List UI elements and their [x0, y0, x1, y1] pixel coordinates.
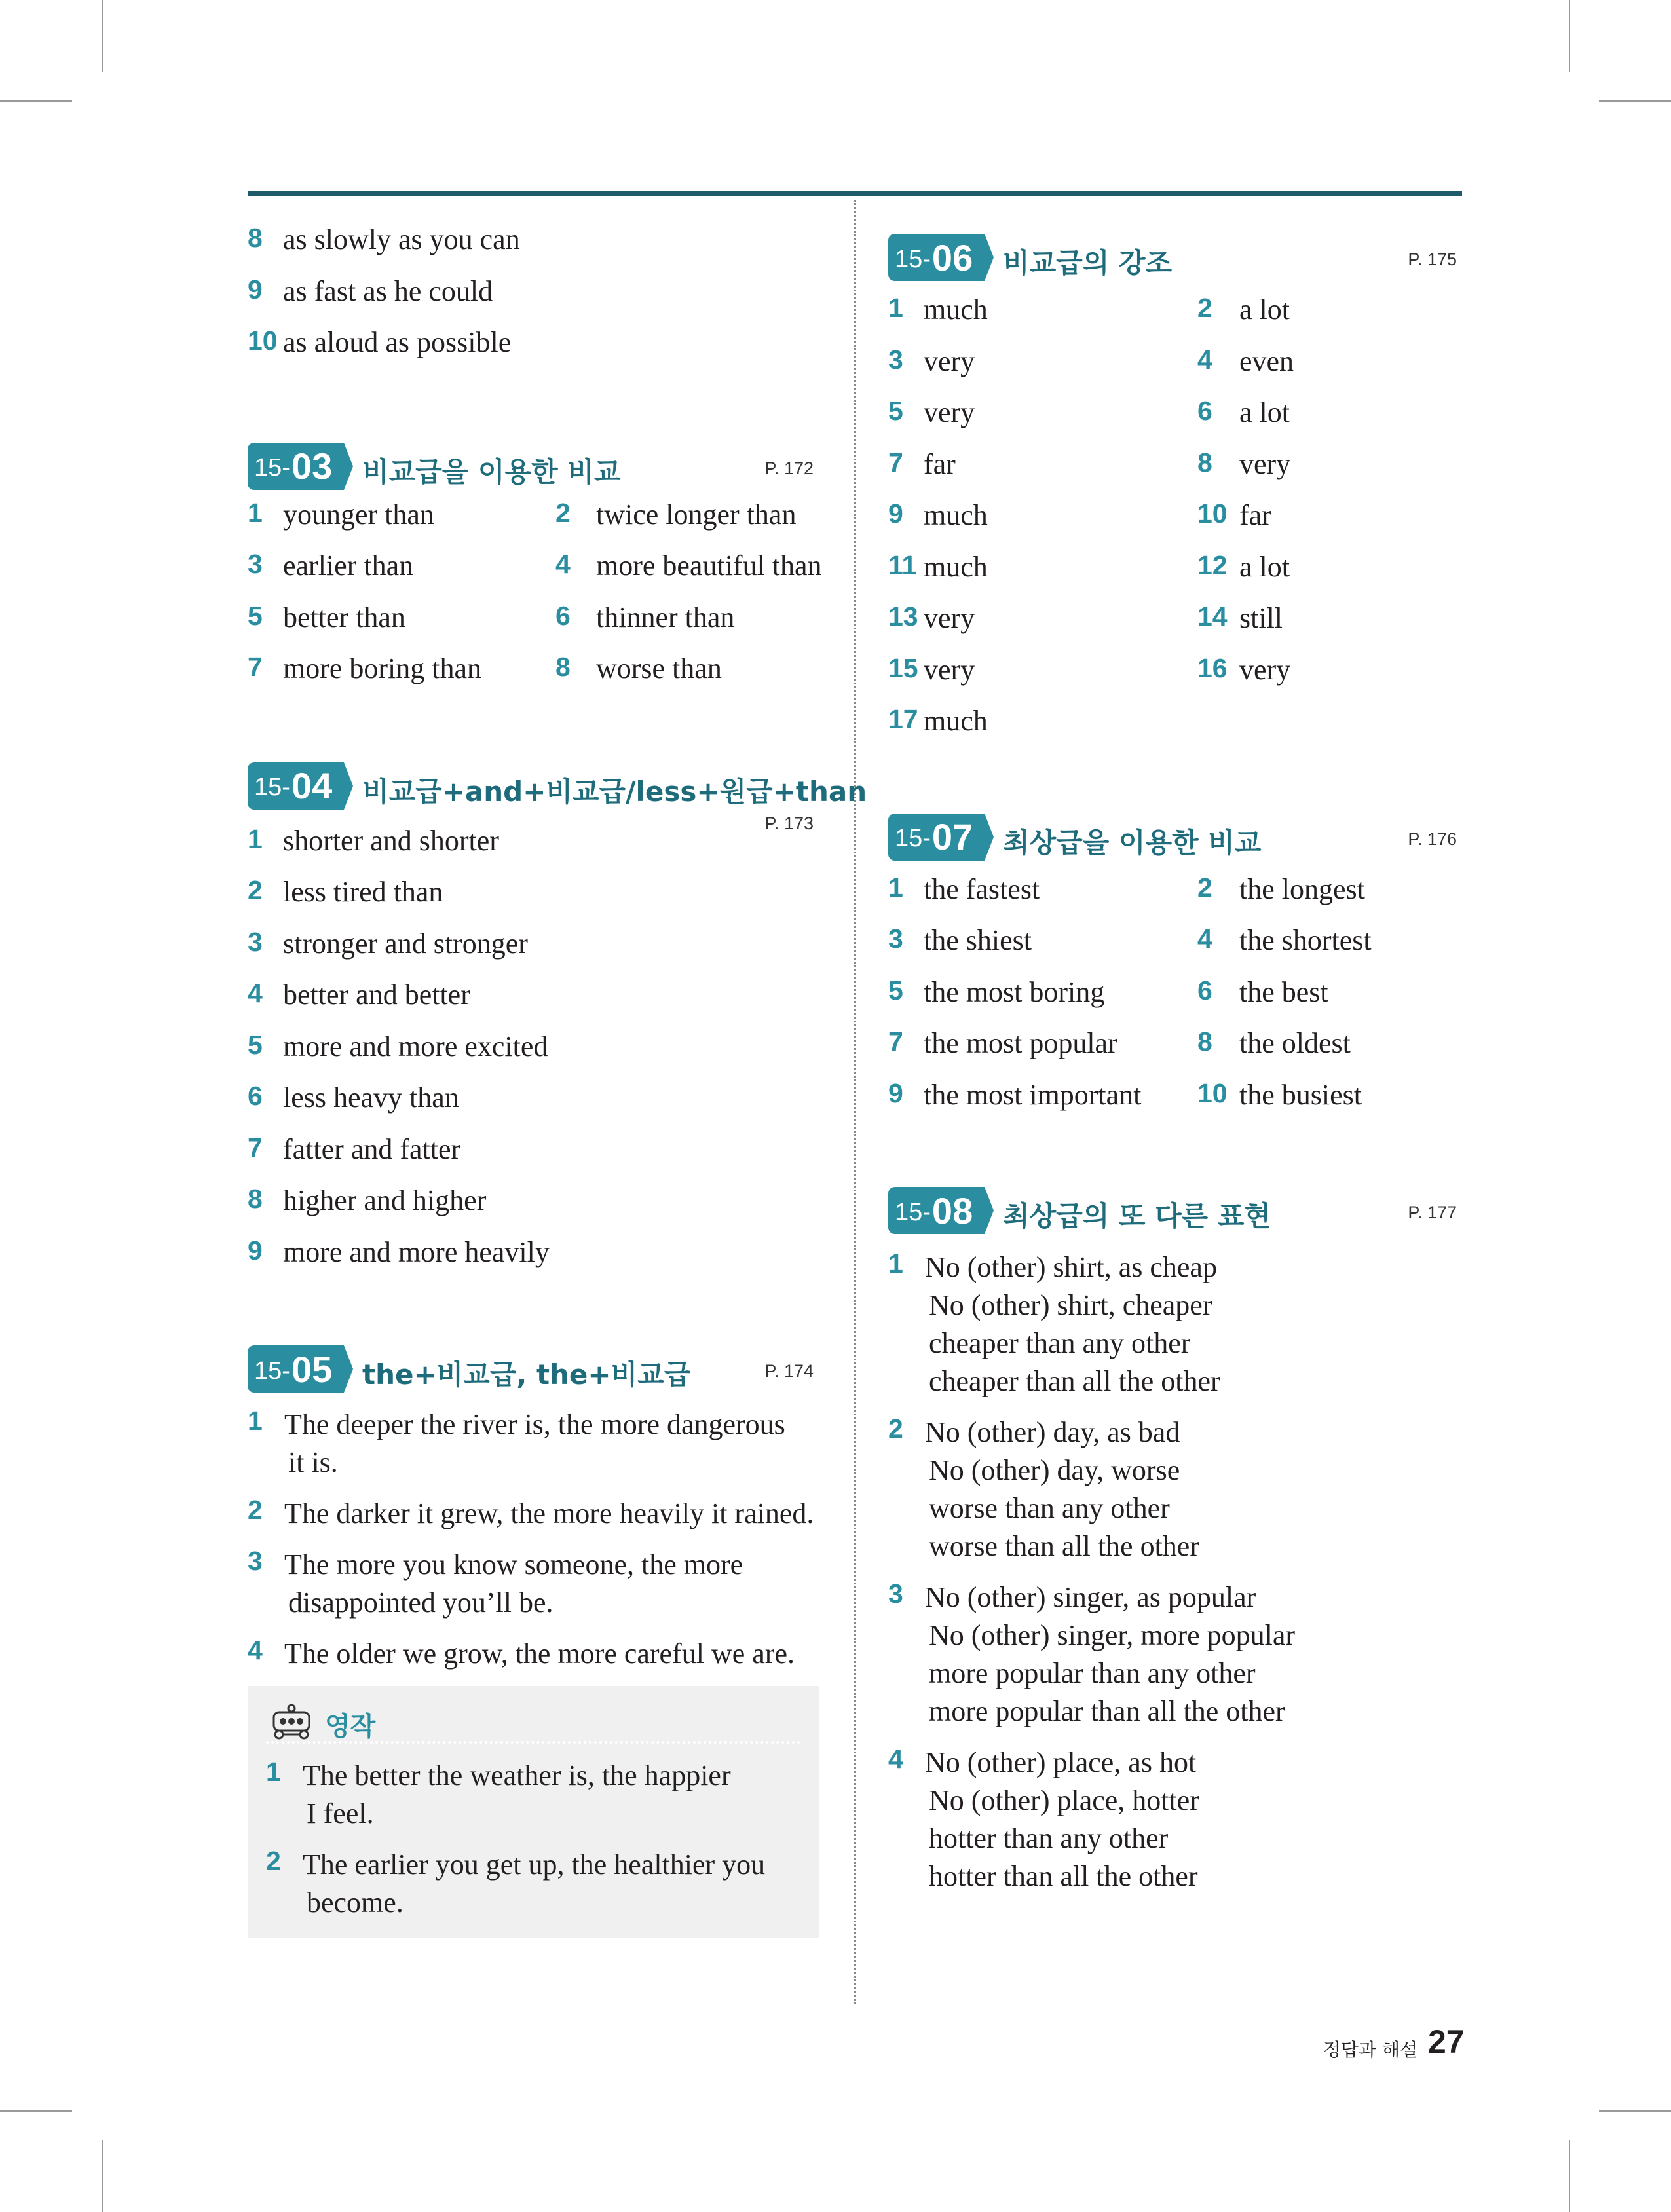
answer-row: 5 better than 6 thinner than: [248, 600, 735, 633]
answer-row: 15 very 16 very: [888, 652, 1291, 686]
answer-row: 1 much 2 a lot: [888, 293, 1290, 326]
answer-row: 5 very 6 a lot: [888, 396, 1290, 428]
crop-mark: [102, 0, 103, 72]
section-title: 비교급의 강조: [1003, 247, 1173, 279]
list-item: 1 The deeper the river is, the more dangerous it is.: [248, 1406, 785, 1478]
answer-row: 1 the fastest 2 the longest: [888, 872, 1365, 905]
footer-label: 정답과 해설: [1323, 2039, 1418, 2061]
list-item: 1 The better the weather is, the happier I feel.: [266, 1757, 731, 1829]
page-reference: P. 176: [1408, 829, 1457, 849]
item-number: 8: [248, 223, 263, 253]
list-item: 1 No (other) shirt, as cheap No (other) shirt, cheaper cheaper than any other cheaper than all the other: [888, 1248, 1220, 1397]
section-header: [248, 443, 819, 490]
section-15-04: [248, 762, 867, 1287]
section-title: the+비교급, the+비교급: [362, 1359, 691, 1391]
list-item: 9 more and more heavily: [248, 1235, 550, 1268]
crop-mark: [0, 2110, 72, 2112]
answer-row: 5 the most boring 6 the best: [888, 975, 1328, 1008]
list-item: 3 No (other) singer, as popular No (other) singer, more popular more popular than any other more popular than all the other: [888, 1579, 1296, 1727]
section-15-05: [248, 1345, 819, 1938]
list-item: 3 stronger and stronger: [248, 926, 528, 960]
answer-row: 7 more boring than 8 worse than: [248, 652, 722, 684]
section-badge: 15- 07: [888, 814, 985, 861]
header-rule: [248, 191, 1462, 196]
section-15-08: [888, 1187, 1462, 1896]
list-item: 3 The more you know someone, the more disappointed you’ll be.: [248, 1546, 743, 1619]
crop-mark: [1599, 2110, 1671, 2112]
section-header: [888, 814, 1462, 861]
right-column: [888, 234, 1462, 1909]
answer-row: 7 far 8 very: [888, 447, 1291, 480]
answer-row: 17 much: [888, 704, 988, 737]
writing-label: 영작: [325, 1712, 376, 1742]
list-item: 2 No (other) day, as bad No (other) day, worse worse than any other worse than all the other: [888, 1414, 1199, 1562]
answer-row: 7 the most popular 8 the oldest: [888, 1026, 1351, 1059]
section-15-06: [888, 234, 1462, 756]
writing-practice-box: [248, 1686, 819, 1938]
section-header: [248, 762, 867, 833]
page-reference: P. 175: [1408, 250, 1457, 269]
answer-row: 13 very 14 still: [888, 601, 1283, 634]
section-header: [888, 234, 1462, 281]
top-answer-list: [248, 223, 819, 377]
answer-row: 9 much 10 far: [888, 498, 1271, 531]
list-item: 1 shorter and shorter: [248, 823, 499, 857]
crop-mark: [1569, 0, 1570, 72]
list-item: 8 higher and higher: [248, 1184, 487, 1216]
answer-text: as slowly as you can: [283, 223, 520, 255]
list-item: 6 less heavy than: [248, 1081, 459, 1114]
answer-row: 1 younger than 2 twice longer than: [248, 497, 797, 531]
section-header: [888, 1187, 1462, 1234]
page-reference: P. 172: [764, 458, 814, 478]
section-badge: 15- 06: [888, 234, 985, 281]
item-number: 10: [248, 326, 278, 356]
column-divider: [854, 200, 856, 2004]
section-title: 최상급을 이용한 비교: [1003, 826, 1262, 859]
answer-row: 3 earlier than 4 more beautiful than: [248, 549, 822, 582]
answer-text: as fast as he could: [283, 274, 493, 307]
section-title: 비교급을 이용한 비교: [362, 455, 621, 488]
answer-row: 11 much 12 a lot: [888, 550, 1290, 583]
robot-icon: [269, 1703, 314, 1743]
section-15-07: [888, 814, 1462, 1130]
item-number: 9: [248, 274, 263, 305]
list-item: 7 fatter and fatter: [248, 1132, 461, 1165]
crop-mark: [1599, 100, 1671, 102]
list-item: 4 The older we grow, the more careful we are.: [248, 1635, 795, 1670]
crop-mark: [0, 100, 72, 102]
answer-text: as aloud as possible: [283, 326, 512, 358]
list-item: 2 The darker it grew, the more heavily it rained.: [248, 1495, 814, 1529]
section-15-03: [248, 443, 822, 703]
list-item: 2 less tired than: [248, 875, 443, 908]
section-title: 최상급의 또 다른 표현: [1003, 1200, 1271, 1232]
list-item: 4 No (other) place, as hot No (other) place, hotter hotter than any other hotter than all the other: [888, 1744, 1199, 1892]
page-reference: P. 174: [764, 1361, 814, 1381]
page-number: 27: [1428, 2023, 1465, 2060]
list-item: [248, 274, 819, 326]
page-reference: P. 177: [1408, 1203, 1457, 1222]
list-item: [248, 326, 819, 377]
crop-mark: [102, 2140, 103, 2212]
section-header: [248, 1345, 819, 1393]
section-title: 비교급+and+비교급/less+원급+than: [362, 775, 867, 808]
writing-header: [266, 1702, 800, 1744]
section-badge: 15- 08: [888, 1187, 985, 1234]
answer-row: 3 very 4 even: [888, 344, 1294, 377]
page-reference: P. 173: [764, 813, 814, 833]
list-item: 4 better and better: [248, 978, 470, 1011]
crop-mark: [1569, 2140, 1570, 2212]
section-badge: 15- 03: [248, 443, 344, 490]
section-badge: 15- 04: [248, 762, 344, 810]
list-item: 2 The earlier you get up, the healthier you become.: [266, 1846, 766, 1919]
answer-row: 9 the most important 10 the busiest: [888, 1078, 1362, 1111]
section-badge: 15- 05: [248, 1345, 344, 1393]
list-item: [248, 223, 819, 274]
list-item: 5 more and more excited: [248, 1029, 548, 1062]
answer-row: 3 the shiest 4 the shortest: [888, 924, 1372, 956]
left-column: [248, 223, 867, 1938]
